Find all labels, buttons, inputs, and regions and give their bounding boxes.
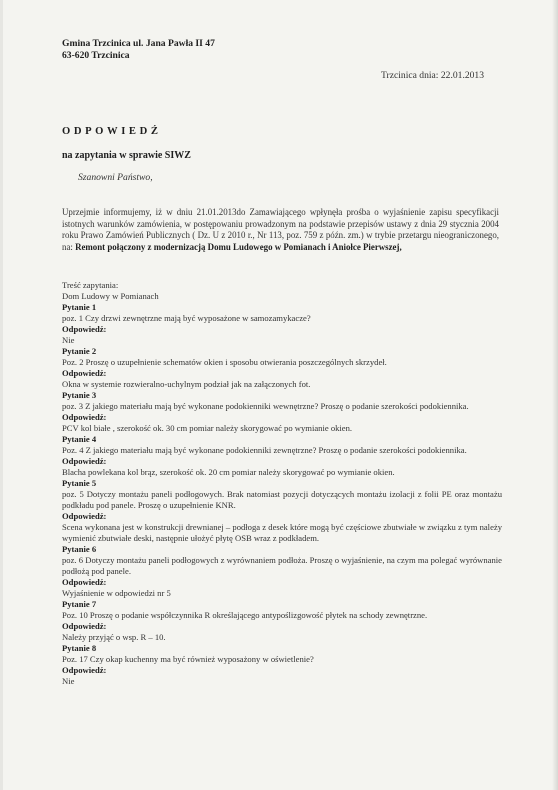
intro-paragraph: [62, 207, 499, 253]
question-title: Pytanie 5: [62, 478, 97, 488]
answer-label: Odpowiedź:: [62, 577, 107, 587]
sender-line-2: 63-620 Trzcinica: [62, 50, 130, 61]
question-title: Pytanie 7: [62, 599, 97, 609]
document-date: Trzcinica dnia: 22.01.2013: [381, 70, 485, 81]
intro-text: Uprzejmie informujemy, iż w dniu 21.01.2013do Zamawiającego wpłynęła prośba o wyjaśnienie zapisu specyfikacji istotnych warunków zamówienia, w postępowaniu prowadzonym na podstawie przepisów ustawy z dnia 29 stycznia 2004 roku Prawo Zamówień Publicznych ( Dz. U z 2010 r., Nr 113, poz. 759 z późn. zm.) w trybie przetargu nieograniczonego, na:: [62, 207, 499, 252]
answer-label: Odpowiedź:: [62, 412, 107, 422]
document-subject: na zapytania w sprawie SIWZ: [62, 150, 191, 161]
question-text: Poz. 10 Proszę o podanie współczynnika R określającego antypoślizgowość płytek na schody zewnętrzne.: [62, 610, 428, 620]
question-item: [62, 544, 502, 599]
questions-section: [62, 280, 502, 687]
answer-label: Odpowiedź:: [62, 511, 107, 521]
question-title: Pytanie 8: [62, 643, 97, 653]
sender-line-1: Gmina Trzcinica ul. Jana Pawła II 47: [62, 38, 215, 49]
answer-text: Należy przyjąć o wsp. R – 10.: [62, 632, 166, 642]
content-place: Dom Ludowy w Pomianach: [62, 291, 159, 301]
question-item: [62, 478, 502, 544]
question-item: [62, 599, 502, 643]
question-title: Pytanie 3: [62, 390, 97, 400]
question-title: Pytanie 6: [62, 544, 97, 554]
question-item: [62, 643, 502, 687]
answer-label: Odpowiedź:: [62, 368, 107, 378]
question-title: Pytanie 2: [62, 346, 97, 356]
question-title: Pytanie 1: [62, 302, 97, 312]
question-text: poz. 5 Dotyczy montażu paneli podłogowych. Brak natomiast pozycji dotyczących montażu izolacji z folii PE oraz montażu podkładu pod panele. Proszę o uzupełnienie KNR.: [62, 489, 502, 510]
question-text: poz. 1 Czy drzwi zewnętrzne mają być wyposażone w samozamykacze?: [62, 313, 311, 323]
answer-text: Wyjaśnienie w odpowiedzi nr 5: [62, 588, 171, 598]
project-name: Remont połączony z modernizacją Domu Ludowego w Pomianach i Aniołce Pierwszej,: [75, 241, 402, 252]
question-item: [62, 434, 502, 478]
answer-text: Scena wykonana jest w konstrukcji drewnianej – podłoga z desek które mogą być częściowe zbutwiałe w związku z tym należy wymienić zbutwiałe deski, następnie ułożyć płytę OSB wraz z podkładem.: [62, 522, 502, 543]
question-text: Poz. 2 Proszę o uzupełnienie schematów okien i sposobu otwierania poszczególnych skrzydeł.: [62, 357, 387, 367]
answer-label: Odpowiedź:: [62, 324, 107, 334]
answer-text: Okna w systemie rozwieralno-uchylnym podział jak na załączonych fot.: [62, 379, 311, 389]
question-item: [62, 302, 502, 346]
answer-text: Nie: [62, 676, 75, 686]
scan-edge-left: [0, 0, 3, 790]
answer-text: Blacha powlekana kol brąz, szerokość ok. 20 cm pomiar należy skorygować po wymianie okien.: [62, 467, 395, 477]
question-item: [62, 390, 502, 434]
scan-edge-right: [552, 0, 558, 790]
question-text: poz. 3 Z jakiego materiału mają być wykonane podokienniki wewnętrzne? Proszę o podanie szerokości podokiennika.: [62, 401, 469, 411]
document-heading: ODPOWIEDŹ: [62, 126, 162, 137]
answer-label: Odpowiedź:: [62, 665, 107, 675]
content-label: Treść zapytania:: [62, 280, 119, 290]
question-text: poz. 6 Dotyczy montażu paneli podłogowych z wyrównaniem podłoża. Proszę o wyjaśnienie, na czym ma polegać wyrównanie podłożą pod panele.: [62, 555, 502, 576]
question-title: Pytanie 4: [62, 434, 97, 444]
greeting: Szanowni Państwo,: [78, 172, 153, 183]
answer-text: PCV kol białe , szerokość ok. 30 cm pomiar należy skorygować po wymianie okien.: [62, 423, 353, 433]
question-text: Poz. 17 Czy okap kuchenny ma być również wyposażony w oświetlenie?: [62, 654, 314, 664]
question-text: Poz. 4 Z jakiego materiału mają być wykonane podokienniki zewnętrzne? Proszę o podanie szerokości podokiennika.: [62, 445, 467, 455]
sender-address: [62, 38, 215, 62]
answer-label: Odpowiedź:: [62, 621, 107, 631]
answer-text: Nie: [62, 335, 75, 345]
answer-label: Odpowiedź:: [62, 456, 107, 466]
question-item: [62, 346, 502, 390]
